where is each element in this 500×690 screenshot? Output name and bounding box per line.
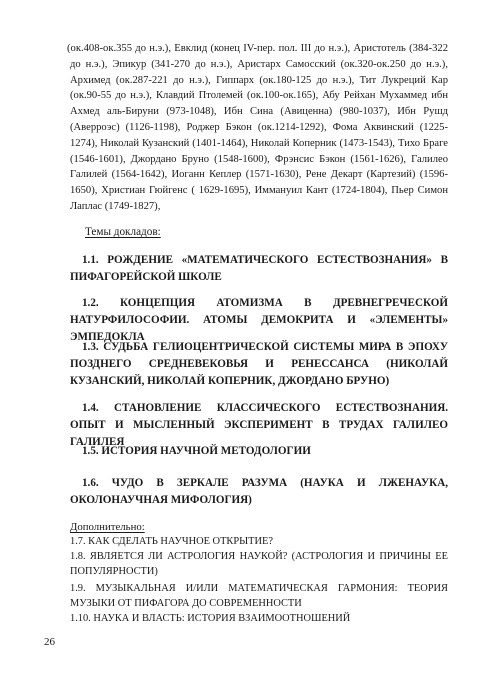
topic-heading-1-5: 1.5. ИСТОРИЯ НАУЧНОЙ МЕТОДОЛОГИИ [82,445,311,457]
additional-label: Дополнительно: [70,521,145,533]
topic-heading-1-3: 1.3. СУДЬБА ГЕЛИОЦЕНТРИЧЕСКОЙ СИСТЕМЫ МИРА В ЭПОХУ ПОЗДНЕГО СРЕДНЕВЕКОВЬЯ И РЕНЕССАНСА (НИКОЛАЙ КУЗАНСКИЙ, НИКОЛАЙ КОПЕРНИК, ДЖОРДАНО БРУНО) [70,341,448,387]
page-number: 26 [44,636,55,648]
additional-item-1-10: 1.10. НАУКА И ВЛАСТЬ: ИСТОРИЯ ВЗАИМООТНОШЕНИЙ [70,613,351,624]
additional-item-1-9: 1.9. МУЗЫКАЛЬНАЯ И/ИЛИ МАТЕМАТИЧЕСКАЯ ГАРМОНИЯ: ТЕОРИЯ МУЗЫКИ ОТ ПИФАГОРА ДО СОВРЕМЕННОСТИ [70,583,448,609]
scientists-list-paragraph: (ок.408-ок.355 до н.э.), Евклид (конец IV-пер. пол. III до н.э.), Аристотель (384-322 до н.э.), Эпикур (341-270 до н.э.), Аристарх Самосский (ок.320-ок.250 до н.э.), Архимед (ок.287-221 до н.э.), Гиппарх (ок.180-125 до н.э.), Тит Лукреций Кар (ок.90-55 до н.э.), Клавдий Птолемей (ок.100-ок.165), Абу Рейхан Мухаммед ибн Ахмед аль-Бируни (973-1048), Ибн Сина (Авиценна) (980-1037), Ибн Рушд (Аверроэс) (1126-1198), Роджер Бэкон (ок.1214-1292), Фома Аквинский (1225-1274), Николай Кузанский (1401-1464), Николай Коперник (1473-1543), Тихо Браге (1546-1601), Джордано Бруно (1548-1600), Фрэнсис Бэкон (1561-1626), Галилео Галилей (1564-1642), Иоганн Кеплер (1571-1630), Рене Декарт (Картезий) (1596-1650), Христиан Гюйгенс ( 1629-1695), Иммануил Кант (1724-1804), Пьер Симон Лаплас (1749-1827), [67,43,448,212]
topic-heading-1-1: 1.1. РОЖДЕНИЕ «МАТЕМАТИЧЕСКОГО ЕСТЕСТВОЗНАНИЯ» В ПИФАГОРЕЙСКОЙ ШКОЛЕ [70,254,448,283]
additional-item-1-7: 1.7. КАК СДЕЛАТЬ НАУЧНОЕ ОТКРЫТИЕ? [70,536,273,547]
topic-heading-1-4: 1.4. СТАНОВЛЕНИЕ КЛАССИЧЕСКОГО ЕСТЕСТВОЗНАНИЯ. ОПЫТ И МЫСЛЕННЫЙ ЭКСПЕРИМЕНТ В ТРУДАХ ГАЛИЛЕО ГАЛИЛЕЯ [70,402,448,448]
topic-heading-1-6: 1.6. ЧУДО В ЗЕРКАЛЕ РАЗУМА (НАУКА И ЛЖЕНАУКА, ОКОЛОНАУЧНАЯ МИФОЛОГИЯ) [70,477,448,506]
additional-item-1-8: 1.8. ЯВЛЯЕТСЯ ЛИ АСТРОЛОГИЯ НАУКОЙ? (АСТРОЛОГИЯ И ПРИЧИНЫ ЕЕ ПОПУЛЯРНОСТИ) [70,551,448,577]
topic-heading-1-2: 1.2. КОНЦЕПЦИЯ АТОМИЗМА В ДРЕВНЕГРЕЧЕСКОЙ НАТУРФИЛОСОФИИ. АТОМЫ ДЕМОКРИТА И «ЭЛЕМЕНТЫ» ЭМПЕДОКЛА [70,297,448,343]
topics-label: Темы докладов: [85,226,161,238]
